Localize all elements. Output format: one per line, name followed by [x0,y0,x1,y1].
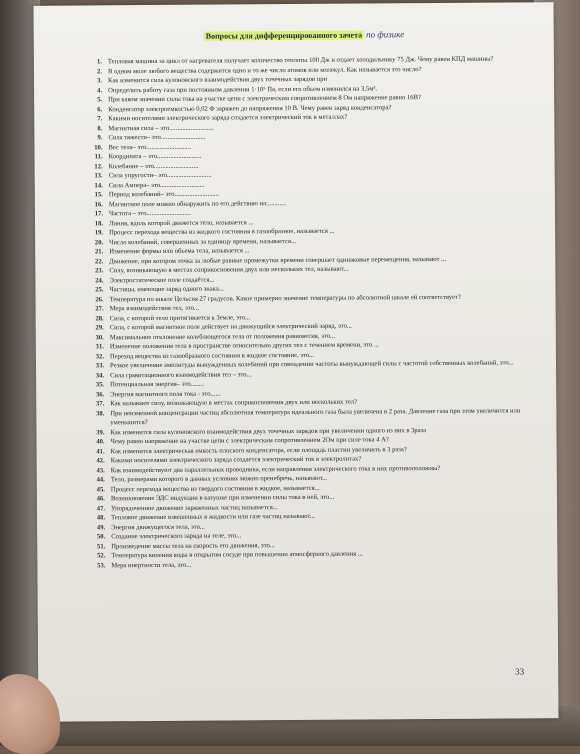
question-text: Произведение массы тела на скорость его движения, это... [111,541,275,550]
question-text: При неизменной концентрации частиц абсолютная температура идеального газа была увеличена в 2 раза. Давление газа при этом увеличится или уменьшится? [110,406,521,427]
question-number: 10. [94,143,103,151]
question-text: Частицы, имеющие заряд одного знака... [109,285,224,294]
question-number: 39. [96,428,105,436]
question-text: Координата – это........................... [108,152,202,161]
question-text: В одном моле любого вещества содержится одно и то же число атомов или молекул. Как называется это число? [107,65,422,75]
question-number: 26. [95,295,104,303]
question-text: Как изменится электрическая емкость плоского конденсатора, если площадь пластин увеличить в 3 раза? [110,445,407,455]
question-number: 35. [95,381,105,389]
question-number: 18. [94,219,104,227]
question-number: 13. [94,172,103,180]
question-text: Энергия магнитного поля тока - это...... [110,390,221,398]
question-text: Тепловое движение взвешенных в жидкости или газе частиц называют... [111,512,315,522]
question-number: 36. [95,390,105,398]
question-text: Число колебаний, совершенных за единицу времени, называется... [109,237,297,246]
question-text: Сила, с которой магнитное поле действует на движущийся электрический заряд, это... [109,322,352,332]
question-text: Электростатическое поле создаётся... [109,276,215,284]
question-text: Магнитное поле можно обнаружить по его действию на:........... [108,199,287,208]
question-number: 29. [95,324,104,332]
question-number: 1. [96,58,102,66]
question-text: Тело, размерами которого в данных условиях можно пренебречь, называют... [110,474,328,484]
question-number: 40. [96,438,105,446]
question-number: 28. [95,314,104,322]
question-number: 37. [96,400,105,408]
question-text: Максимальное отклонение колеблющегося тела от положения равновесия, это... [109,332,335,341]
question-text: Изменение формы или объема тела, называется ... [109,247,250,256]
question-number: 8. [97,124,103,132]
question-number: 30. [95,333,104,341]
question-number: 25. [95,286,104,294]
question-number: 47. [96,504,106,512]
question-text: Период колебаний– это........................... [108,190,220,199]
question-list [80,54,540,570]
question-text: Сила гравитационного взаимодействия тел – это... [110,370,252,379]
question-text: Движение, при котором точка за любые равные промежутки времени совершает одинаковые перемещения, называют ... [109,255,447,265]
question-text: Вес тела– это........................... [108,143,191,151]
question-text: Мера взаимодействия тел, это... [109,304,199,313]
question-number: 38. [96,409,105,417]
paper-sheet [34,2,559,722]
question-text: Магнитная сила – это........................... [108,124,214,132]
question-number: 14. [94,181,103,189]
question-number: 41. [96,447,105,455]
question-number: 9. [97,134,103,142]
question-text: Как называют силу, возникающую в местах соприкосновения двух или нескольких тел? [110,398,358,408]
question-number: 17. [94,210,103,218]
question-text: Чему равно напряжение на участке цепи с электрическим сопротивлением 2Ом при силе тока 4 А? [110,436,389,446]
question-text: Резкое увеличение амплитуды вынужденных колебаний при совпадении частоты вынуждающей силы с частотой собственных колебаний, это... [109,359,514,370]
question-text: Температура по шкале Цельсия 27 градусов. Какое примерно значение температуры по абсолютной шкале ей соответствует? [109,293,461,303]
question-number: 2. [96,67,102,75]
question-number: 15. [94,191,103,199]
question-number: 16. [94,200,103,208]
question-number: 6. [97,105,103,113]
question-number: 12. [94,162,103,170]
question-text: Какими носителями электрического заряда создается электрический ток в металлах? [108,113,348,123]
question-number: 34. [95,371,105,379]
question-text: Изменение положения тела в пространстве относительно других тел с течением времени, это ... [109,341,379,351]
title-printed: Вопросы для дифференцированного зачета [205,30,363,41]
question-number: 27. [95,305,104,313]
question-text: Линия, вдоль которой движется тело, называется ... [109,218,254,227]
question-text: Переход вещества из газообразного состояния в жидкое состояние, это... [109,351,315,360]
question-text: Энергия движущегося тела, это... [111,523,205,531]
document-title [204,29,504,41]
question-number: 24. [95,276,104,284]
question-number: 53. [97,561,106,569]
question-number: 49. [96,523,106,531]
question-text: Какими носителями электрического заряда создается электрический ток в электролитах? [110,455,362,465]
question-text: Сила тяжести– это........................... [108,133,206,142]
question-text: Как изменится сила кулоновского взаимодействия двух точечных зарядов при увеличении одного из них в 3раза [110,426,427,436]
question-number: 43. [96,466,105,474]
question-text: Процесс перехода вещества из твердого состояния в жидкое, называется... [110,484,320,493]
page-number: 33 [515,666,525,677]
question-number: 21. [94,248,104,256]
question-item [83,558,539,571]
question-text: Определить работу газа при постоянном давлении 1·10⁵ Па, если его объем изменился на 3,5м³. [108,84,378,94]
question-text: При каком значении силы тока на участке цепи с электрическим сопротивлением 8 Ом напряжение равно 16В? [108,94,421,104]
question-text: Силу, возникающую в местах соприкосновения двух или нескольких тел, называют... [109,265,349,275]
question-text: Процесс перехода вещества из жидкого состояния в газообразное, называется ... [109,227,335,237]
question-text: Как изменится сила кулоновского взаимодействия двух точечных зарядов при [108,75,328,85]
question-text: Сила, с которой тело притягивается к Земле, это... [109,313,251,322]
question-number: 23. [95,267,104,275]
title-handwritten-note: по физике [366,29,405,40]
question-number: 3. [97,77,103,85]
question-text: Сила Ампера– это........................... [108,181,205,189]
question-text: Упорядоченное движение заряженных частиц называется... [110,503,278,512]
question-text: Частота – это........................... [108,209,192,218]
question-number: 33. [95,362,105,370]
question-text: Мера инертности тела, это... [111,561,192,569]
question-text: Конденсатор электроемкостью 0,02 Ф заряжен до напряжения 10 В. Чему равен заряд конденсатора? [108,103,392,113]
question-text: Тепловая машина за цикл от нагревателя получает количество теплоты 100 Дж и отдает холодильнику 75 Дж. Чему равен КПД машины? [107,55,494,66]
question-number: 31. [95,343,104,351]
question-text: Потенциальная энергия– это........ [110,380,204,389]
question-number: 44. [96,476,105,484]
question-number: 45. [96,485,105,493]
question-number: 22. [95,257,104,265]
question-number: 19. [94,229,104,237]
question-number: 7. [97,115,103,123]
question-text: Как взаимодействуют два параллельных проводника, если направления электрического тока в них противоположны? [110,464,441,474]
question-number: 46. [96,495,105,503]
question-number: 32. [95,352,104,360]
question-text: Сила упругости– это........................... [108,171,212,180]
question-number: 50. [96,533,106,541]
question-number: 48. [96,514,106,522]
question-text: Возникновение ЭДС индукции в катушке при изменении силы тока в ней, это... [110,493,335,503]
question-number: 4. [97,86,103,94]
question-text: Температура кипения воды в открытом сосуде при повышении атмосферного давления ... [111,550,363,560]
question-text: Колебание – это........................... [108,162,199,170]
question-number: 42. [96,457,105,465]
question-number: 5. [97,96,103,104]
question-number: 52. [97,552,106,560]
question-text: Создание электрического заряда на теле, это... [111,532,242,541]
question-number: 20. [94,238,104,246]
question-number: 51. [97,542,106,550]
question-number: 11. [94,153,103,161]
